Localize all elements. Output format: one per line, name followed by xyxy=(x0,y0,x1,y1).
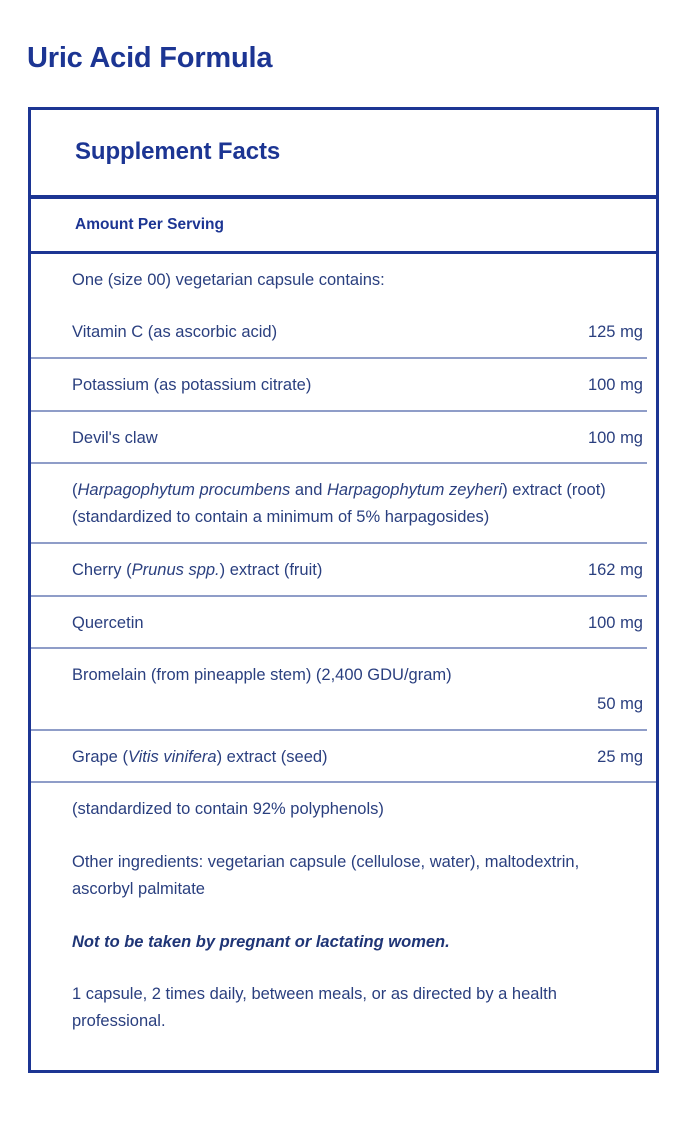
amount-per-serving-band xyxy=(31,199,656,254)
table-row xyxy=(31,306,656,359)
pregnancy-warning-text: Not to be taken by pregnant or lactating women. xyxy=(72,932,450,951)
supplement-facts-header xyxy=(31,110,656,199)
grape-standardization-text: (standardized to contain 92% polyphenols) xyxy=(72,800,384,819)
harpagophytum-conjunction: and xyxy=(290,481,327,500)
ingredient-name: Devil's claw xyxy=(72,428,158,447)
scientific-name-harpagophytum-procumbens: Harpagophytum procumbens xyxy=(77,481,291,500)
directions-row xyxy=(31,968,656,1047)
harpagophytum-suffix: ) extract (root)(standardized to contain a minimum of 5% harpagosides) xyxy=(72,481,606,527)
cherry-prefix: Cherry ( xyxy=(72,560,132,579)
harpagophytum-prefix: ( xyxy=(72,481,78,500)
ingredient-name xyxy=(72,477,643,530)
supplement-facts-panel xyxy=(28,107,659,1073)
ingredient-name: Quercetin xyxy=(72,613,144,632)
table-row xyxy=(31,649,656,730)
supplement-facts-title: Supplement Facts xyxy=(75,138,281,165)
grape-standardization-row xyxy=(31,783,656,836)
serving-intro-text: One (size 00) vegetarian capsule contains: xyxy=(72,270,385,289)
table-row xyxy=(31,359,656,412)
cherry-suffix: ) extract (fruit) xyxy=(219,560,323,579)
ingredients-list xyxy=(31,254,656,1070)
warning-row xyxy=(31,916,656,969)
table-row xyxy=(31,412,656,465)
scientific-name-harpagophytum-zeyheri: Harpagophytum zeyheri xyxy=(327,481,503,500)
grape-prefix: Grape ( xyxy=(72,747,128,766)
table-row xyxy=(31,731,656,784)
ingredient-amount: 100 mg xyxy=(587,613,643,632)
ingredient-name: Potassium (as potassium citrate) xyxy=(72,375,312,394)
ingredient-name xyxy=(72,744,577,771)
amount-per-serving-label: Amount Per Serving xyxy=(75,216,224,233)
ingredient-name: Vitamin C (as ascorbic acid) xyxy=(72,323,278,342)
other-ingredients-text: Other ingredients: vegetarian capsule (cellulose, water), maltodextrin, ascorbyl palmitate xyxy=(72,853,580,898)
ingredient-amount: 100 mg xyxy=(587,428,643,447)
table-row xyxy=(31,544,656,597)
serving-intro-row xyxy=(31,254,656,307)
table-row xyxy=(31,597,656,650)
other-ingredients-row xyxy=(31,836,656,915)
table-row xyxy=(31,464,656,543)
ingredient-amount: 50 mg xyxy=(597,694,643,713)
panel-bottom-spacer xyxy=(31,1048,656,1070)
ingredient-name xyxy=(72,557,577,584)
ingredient-amount: 25 mg xyxy=(597,747,643,766)
ingredient-name: Bromelain (from pineapple stem) (2,400 GDU/gram) xyxy=(72,666,452,685)
ingredient-amount: 100 mg xyxy=(587,375,643,394)
ingredient-amount: 162 mg xyxy=(587,560,643,579)
grape-suffix: ) extract (seed) xyxy=(216,747,328,766)
scientific-name-vitis-vinifera: Vitis vinifera xyxy=(127,747,217,766)
page-title: Uric Acid Formula xyxy=(27,42,273,75)
scientific-name-prunus-spp: Prunus spp. xyxy=(131,560,220,579)
ingredient-amount: 125 mg xyxy=(587,323,643,342)
directions-text: 1 capsule, 2 times daily, between meals, or as directed by a health professional. xyxy=(72,985,557,1030)
